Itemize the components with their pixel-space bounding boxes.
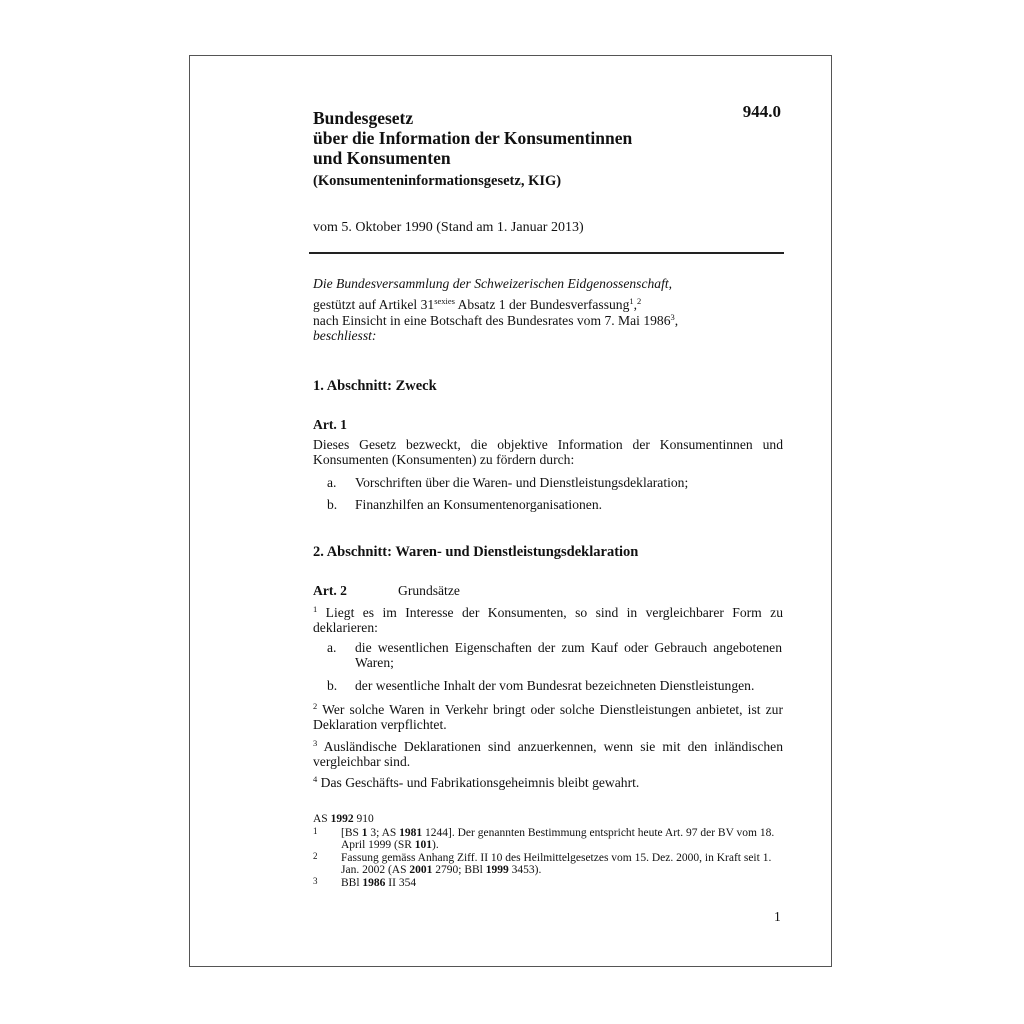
article-1-label: Art. 1 — [313, 417, 347, 432]
preamble-line-1: Die Bundesversammlung der Schweizerischen Eidgenossenschaft, — [313, 276, 673, 291]
document-title — [313, 108, 632, 168]
document-page: 944.0 Bundesgesetz über die Information der Konsumentinnen und Konsumenten (Konsumenteninformationsgesetz, KIG) vom 5. Oktober 1990 (Stand am 1. Januar 2013) Die Bundesversammlung der Schweizerischen Eidgenossenschaft, gestützt auf Artikel $31^{sexies}$ Absatz 1 der Bundesverfassung$^1$,$^2$ nach Einsicht in eine Botschaft des Bundesrates vom 7. Mai 1986$^3$, beschliesst: 1. Abschnitt: Zweck Art. 1 Dieses Gesetz bezweckt, die objektive Information der Konsumentinnen und Konsumenten (Konsumenten) zu fördern durch: a. Vorschriften über die Waren- und Dienstleistungsdeklaration; b. Finanzhilfen an Konsumentenorganisationen. 2. Abschnitt: Waren- und Dienstleistungsdeklaration Art. 2 Grundsätze $^1$ Liegt es im Interesse der Konsumenten, so sind in vergleichbarer Form zu deklarieren: a. die wesentlichen Eigenschaften der zum Kauf oder Gebrauch angebotenen Waren; b. der wesentliche Inhalt der vom Bundesrat bezeichneten Dienstleistungen. $^2$ Wer solche Waren in Verkehr bringt oder solche Dienstleistungen anbietet, ist zur Deklaration verpflichtet. $^3$ Ausländische Deklarationen sind anzuerkennen, wenn sie mit den inländischen vergleichbar sind. $^4$ Das Geschäfts- und Fabrikationsgeheimnis bleibt gewahrt. AS 1992 910 1 [BS 1 3; AS 1981 1244]. Der genannten Bestimmung entspricht heute Art. 97 der BV vom 18. April 1999 (SR 101). 2 Fassung gemäss Anhang Ziff. II 10 des Heilmittelgesetzes vom 15. Dez. 2000, in Kraft seit 1. Jan. 2002 (AS 2001 2790; BBl 1999 3453). 3 BBl 1986 II 354 1 — [189, 55, 832, 967]
article-2-title: Grundsätze — [398, 583, 460, 598]
page-number: 1 — [774, 909, 781, 924]
section-2-heading: 2. Abschnitt: Waren- und Dienstleistungsdeklaration — [313, 544, 639, 560]
article-2-label: Art. 2 — [313, 583, 347, 598]
footnote-ref[interactable]: 1 — [629, 296, 634, 306]
section-1-heading: 1. Abschnitt: Zweck — [313, 378, 437, 394]
as-reference: AS 1992 910 — [313, 813, 374, 825]
article-1-text: Dieses Gesetz bezweckt, die objektive Information der Konsumentinnen und Konsumenten (Konsumenten) zu fördern durch: — [313, 437, 783, 467]
footnote-ref[interactable]: 2 — [637, 296, 642, 306]
article-2-para-1: $^1$ Liegt es im Interesse der Konsumenten, so sind in vergleichbarer Form zu deklarieren: — [313, 604, 783, 635]
document-date: vom 5. Oktober 1990 (Stand am 1. Januar 2013) — [313, 220, 584, 235]
article-2-para-2: $^2$ Wer solche Waren in Verkehr bringt oder solche Dienstleistungen anbietet, ist zur Deklaration verpflichtet. — [313, 701, 783, 732]
article-2-para-4: $^4$ Das Geschäfts- und Fabrikationsgeheimnis bleibt gewahrt. — [313, 774, 640, 790]
sr-number: 944.0 — [742, 102, 781, 121]
preamble-line-3: nach Einsicht in eine Botschaft des Bundesrates vom 7. Mai 1986$^3$, — [313, 312, 679, 328]
header-divider — [309, 252, 784, 254]
title-line: und Konsumenten — [313, 148, 451, 168]
article-2-para-3: $^3$ Ausländische Deklarationen sind anzuerkennen, wenn sie mit den inländischen vergleichbar sind. — [313, 738, 783, 769]
title-line: Bundesgesetz — [313, 108, 414, 128]
footnote-ref[interactable]: 3 — [670, 312, 675, 322]
title-line: über die Information der Konsumentinnen — [313, 128, 633, 148]
short-title: (Konsumenteninformationsgesetz, KIG) — [313, 173, 562, 189]
preamble-line-2: gestützt auf Artikel $31^{sexies}$ Absatz 1 der Bundesverfassung$^1$,$^2$ — [313, 296, 642, 312]
preamble-line-4: beschliesst: — [313, 328, 377, 343]
